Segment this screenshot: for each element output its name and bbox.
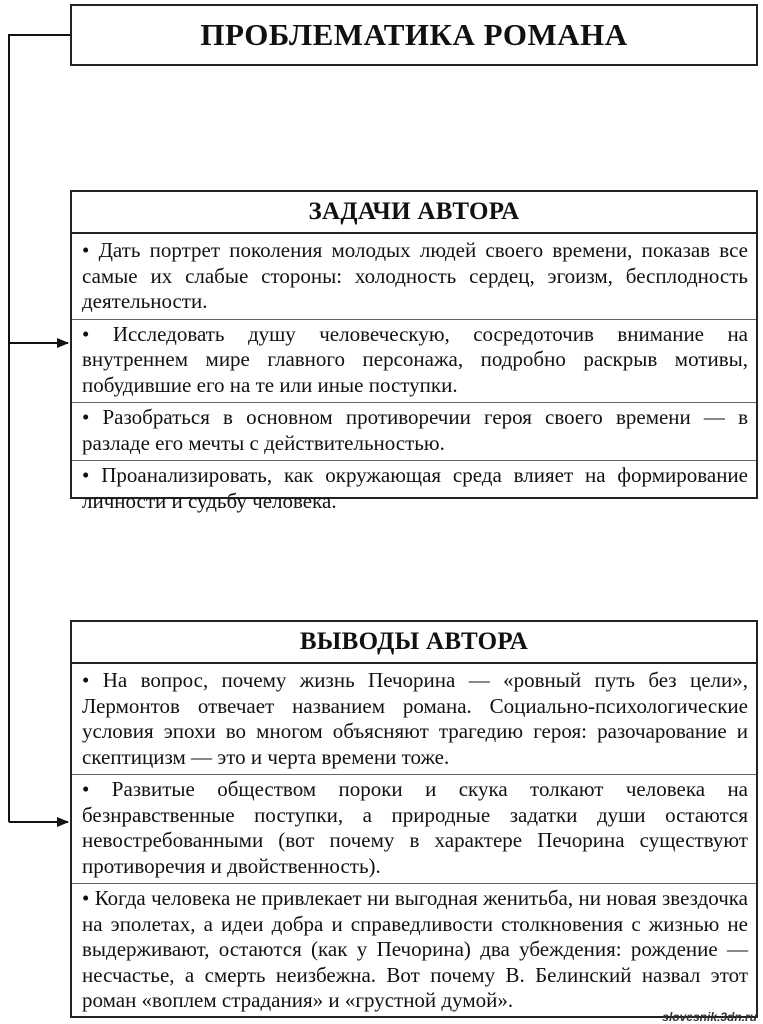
title-box (70, 4, 758, 66)
author-tasks-heading: ЗАДАЧИ АВТОРА (72, 192, 756, 234)
connector-trunk (9, 35, 70, 822)
author-conclusions-box (70, 620, 758, 1018)
list-item: • Разобраться в основном противоречии героя своего времени — в разладе его мечты с действительностью. (72, 403, 756, 461)
list-item: • На вопрос, почему жизнь Печорина — «ровный путь без цели», Лермонтов отвечает названием романа. Социально-психологические условия эпохи во многом объясняют трагедию героя: разочарование и скептицизм — это и черта времени тоже. (72, 666, 756, 775)
list-item: • Когда человека не привлекает ни выгодная женитьба, ни новая звездочка на эполетах, а идеи добра и справедливости столкновения с жизнью не выдерживают, остаются (как у Печорина) два убеждения: рождение — несчастье, а смерть неизбежна. Вот почему В. Белинский назвал этот роман «воплем страдания» и «грустной думой». (72, 884, 756, 1018)
watermark: slovesnik.3dn.ru (662, 1010, 757, 1024)
page-title: ПРОБЛЕМАТИКА РОМАНА (200, 17, 628, 52)
author-tasks-list (72, 234, 756, 518)
author-conclusions-heading: ВЫВОДЫ АВТОРА (72, 622, 756, 664)
list-item: • Развитые обществом пороки и скука толкают человека на безнравственные поступки, а природные задатки души остаются невостребованными (вот почему в характере Печорина существуют противоречия и двойственность). (72, 775, 756, 884)
list-item: • Исследовать душу человеческую, сосредоточив внимание на внутреннем мире главного персонажа, подробно раскрыв мотивы, побудившие его на те или иные поступки. (72, 320, 756, 404)
author-conclusions-list (72, 664, 756, 1018)
list-item: • Проанализировать, как окружающая среда влияет на формирование личности и судьбу человека. (72, 461, 756, 518)
author-tasks-box (70, 190, 758, 513)
list-item: • Дать портрет поколения молодых людей своего времени, показав все самые их слабые стороны: холодность сердец, эгоизм, бесплодность деятельности. (72, 236, 756, 320)
